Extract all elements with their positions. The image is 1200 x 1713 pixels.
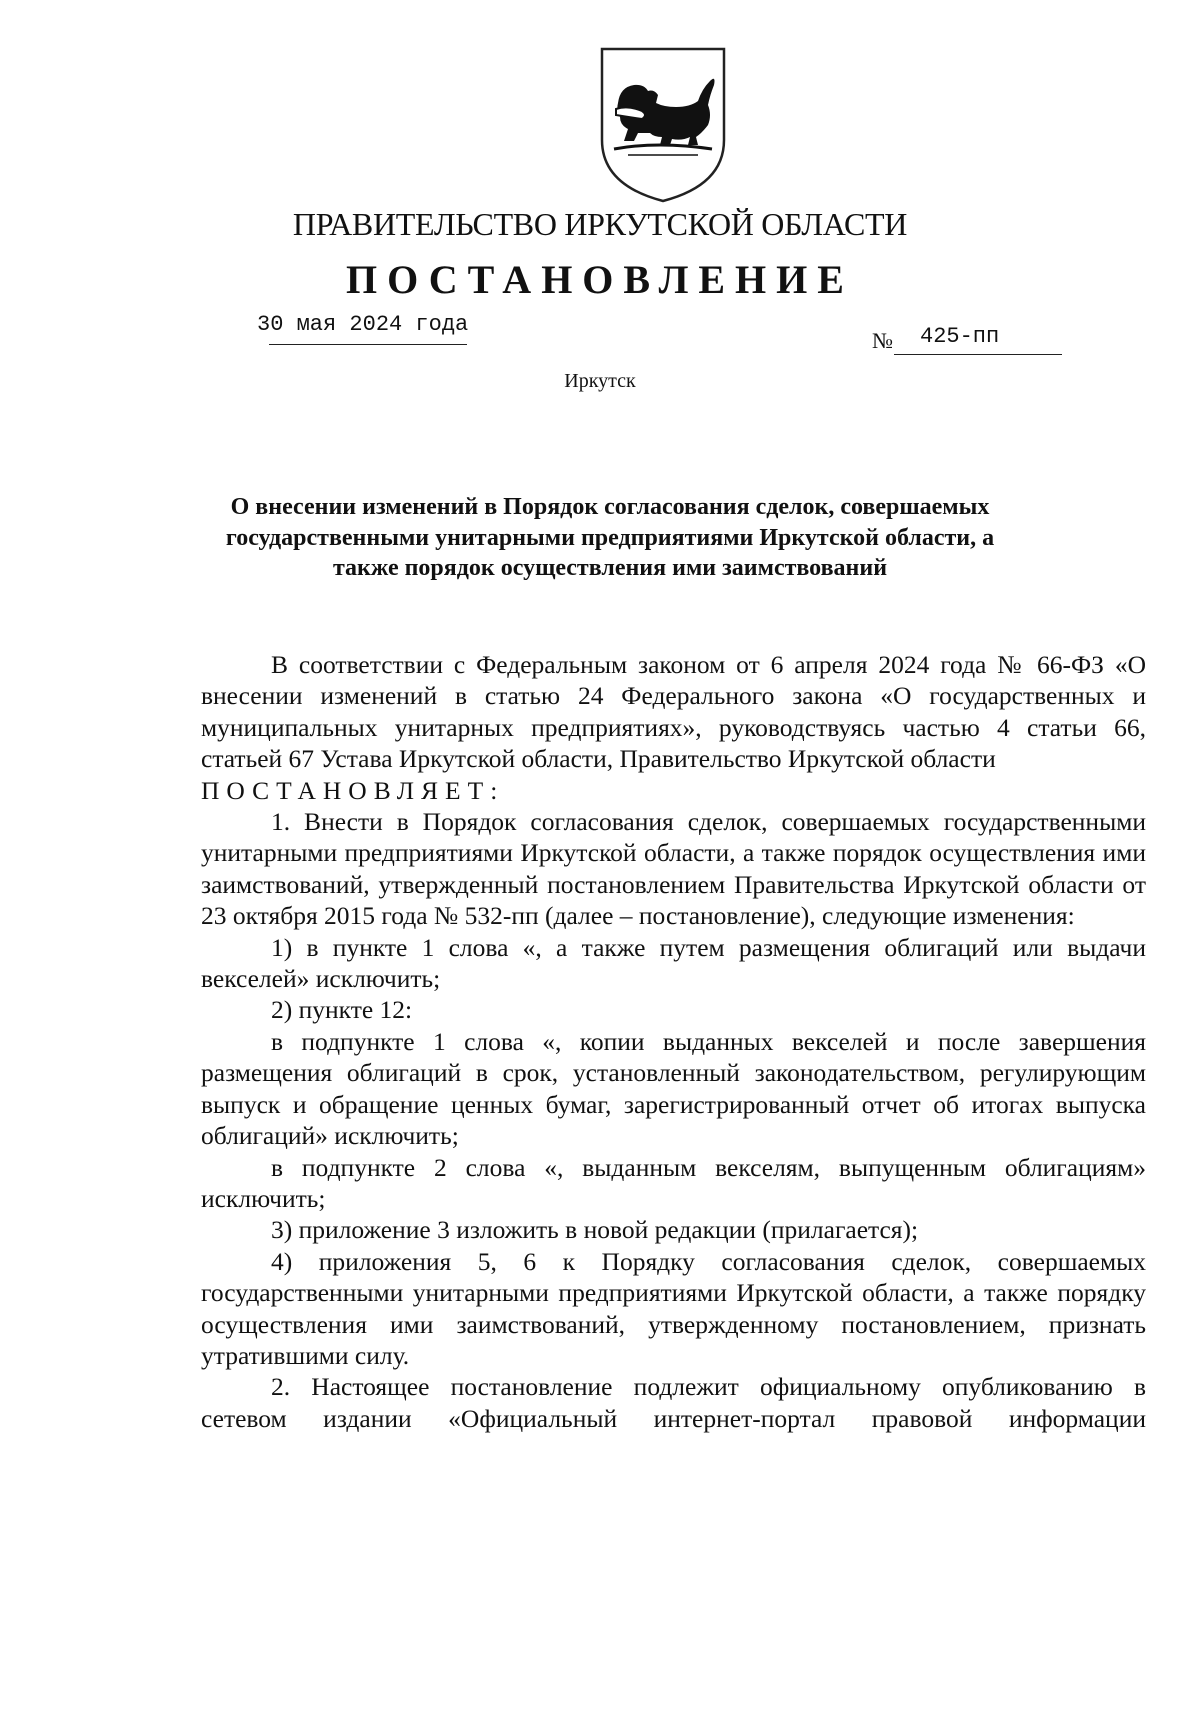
item-1-2a-paragraph: в подпункте 1 слова «, копии выданных векселей и после завершения размещения облигаций в срок, установленный законодательством, регулирующим выпуск и обращение ценных бумаг, зарегистрированный отчет об итогах выпуска облигаций» исключить;	[201, 1026, 1146, 1151]
preamble-paragraph: В соответствии с Федеральным законом от 6 апреля 2024 года № 66-ФЗ «О внесении изменений в статью 24 Федерального закона «О государственных и муниципальных унитарных предприятиях», руководствуясь частью 4 статьи 66, статьей 67 Устава Иркутской области, Правительство Иркутской области	[201, 650, 1146, 774]
item-1-2-paragraph: 2) пункте 12:	[271, 995, 413, 1025]
document-date: 30 мая 2024 года	[257, 312, 469, 337]
date-field	[257, 312, 472, 346]
item-1-paragraph: 1. Внести в Порядок согласования сделок, совершаемых государственными унитарными предприятиями Иркутской области, а также порядок осуществления ими заимствований, утвержденный постановлением Правительства Иркутской области от 23 октября 2015 года № 532-пп (далее – постановление), следующие изменения:	[201, 807, 1146, 931]
document-subject: О внесении изменений в Порядок согласования сделок, совершаемых государственными унитарными предприятиями Иркутской области, а также порядок осуществления ими заимствований	[225, 494, 995, 581]
document-body	[201, 649, 1146, 1434]
number-underline	[894, 354, 1062, 355]
item-1-4-paragraph: 4) приложения 5, 6 к Порядку согласования сделок, совершаемых государственными унитарными предприятиями Иркутской области, а также порядку осуществления ими заимствований, утвержденному постановлением, признать утратившими силу.	[201, 1246, 1146, 1370]
coat-of-arms-emblem	[598, 45, 728, 205]
city-name: Иркутск	[564, 370, 636, 392]
item-2-paragraph: 2. Настоящее постановление подлежит официальному опубликованию в сетевом издании «Официальный интернет-портал правовой информации	[201, 1372, 1146, 1433]
number-sign: №	[872, 328, 893, 353]
number-field	[872, 325, 1062, 359]
item-1-1-paragraph: 1) в пункте 1 слова «, а также путем размещения облигаций или выдачи векселей» исключить;	[201, 932, 1146, 994]
item-1-2b-paragraph: в подпункте 2 слова «, выданным векселям, выпущенным облигациям» исключить;	[201, 1152, 1146, 1213]
document-number: 425-пп	[920, 324, 1000, 349]
government-name: ПРАВИТЕЛЬСТВО ИРКУТСКОЙ ОБЛАСТИ	[292, 206, 908, 242]
item-1-3-paragraph: 3) приложение 3 изложить в новой редакции (прилагается);	[271, 1215, 919, 1245]
document-type-title: ПОСТАНОВЛЕНИЕ	[346, 257, 854, 302]
date-underline	[269, 344, 467, 345]
decree-word: ПОСТАНОВЛЯЕТ:	[201, 775, 505, 805]
